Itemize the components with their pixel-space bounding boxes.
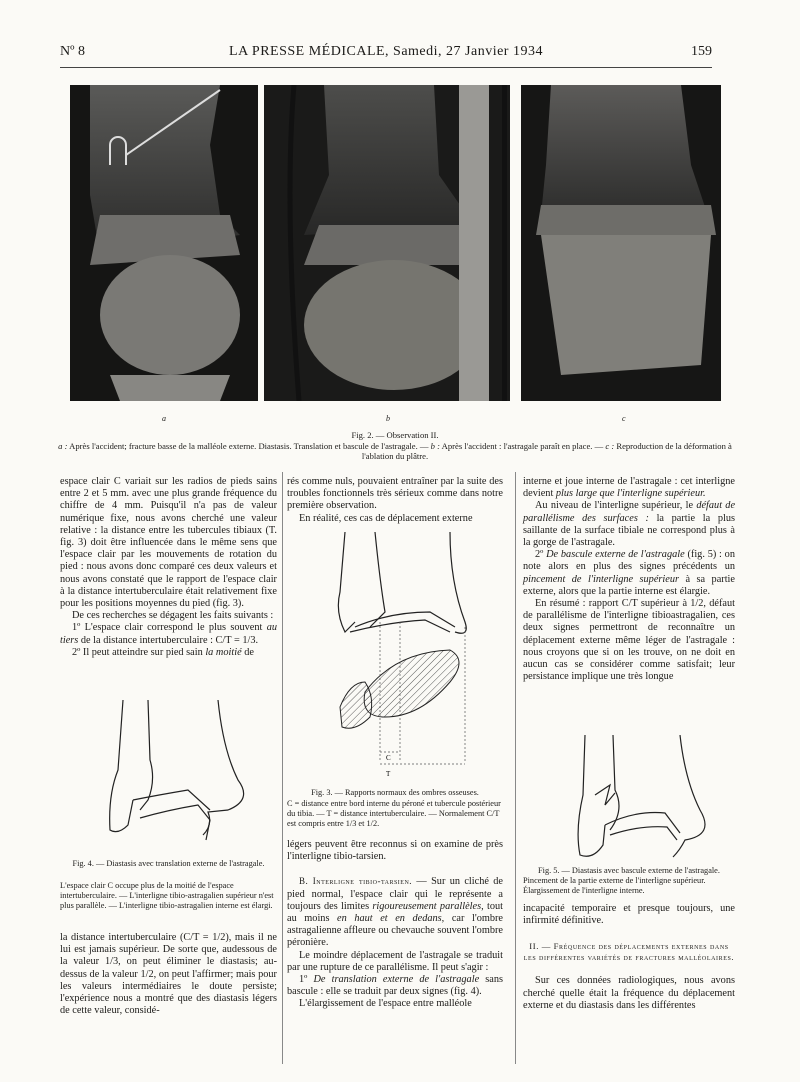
paragraph: L'élargissement de l'espace entre malléole: [299, 998, 472, 1010]
paragraph: En réalité, ces cas de déplacement externe: [299, 512, 473, 524]
paragraph: 1º De translation externe de l'astragale sans bascule : elle se traduit par deux signes (fig. 4).: [287, 974, 503, 998]
figure-4-drawing: [88, 700, 268, 850]
paragraph: 2º De bascule externe de l'astragale (fig. 5) : on note alors en plus des signes précédents un pincement de l'interligne supérieur à sa partie externe, alors que la partie interne est élargie.: [523, 549, 735, 597]
paragraph: incapacité temporaire et presque toujours, une infirmité définitive.: [523, 903, 735, 927]
column-divider: [515, 472, 516, 1064]
figure-3-label-t: T: [386, 770, 391, 778]
column-divider: [282, 472, 283, 1064]
running-header: [60, 44, 712, 64]
xray-image-c: [521, 85, 721, 401]
page-number: 159: [691, 44, 712, 59]
figure-3-title: Fig. 3. — Rapports normaux des ombres osseuses.: [311, 788, 479, 797]
paragraph: En résumé : rapport C/T supérieur à 1/2, défaut de parallélisme de l'interligne tibioastragalien, ces deux signes permettront de reconnaître un déplacement externe même léger de l'astragale : nous croyons que si on les trouve, on ne doit en aucun cas se considérer comme satisfait; leur persistance implique une très longue: [523, 598, 735, 683]
figure-4-title: Fig. 4. — Diastasis avec translation externe de l'astragale.: [72, 859, 265, 868]
paragraph: Au niveau de l'interligne supérieur, le défaut de parallélisme des surfaces : la partie la plus saillante de la surface tibiale ne correspond plus à la gorge de l'astragale.: [523, 500, 736, 549]
figure-2-caption: [50, 430, 740, 462]
column-2-top: [287, 476, 503, 525]
panel-label-a: a: [162, 414, 166, 423]
issue-number: Nº 8: [60, 44, 85, 59]
figure-5-drawing: [555, 735, 730, 860]
paragraph: interne et joue interne de l'astragale : cet interligne devient plus large que l'interligne supérieur.: [523, 476, 735, 500]
xray-image-a: [70, 85, 258, 401]
figure-5-caption: Pincement de la partie externe de l'interligne supérieur. Élargissement de l'interligne interne.: [523, 876, 706, 895]
column-1-top: [60, 476, 277, 659]
panel-label-c: c: [622, 414, 626, 423]
paragraph: rés comme nuls, pouvaient entraîner par la suite des troubles fonctionnels très sérieux comme dans notre première observation.: [287, 476, 503, 512]
paragraph: espace clair C variait sur les radios de pieds sains entre 2 et 5 mm. avec une plus grande fréquence du chiffre de 4 mm. Puisqu'il n'a pas de valeur numérique fixe, nous avons cherché une valeur relative : la distance entre les tubercules tibiaux (T. fig. 3) doit être influencée dans le même sens que l'espace clair par les mouvements de rotation du pied : nous avons donc comparé ces deux valeurs et nous avons constaté que le rapport de l'espace clair à la distance intertuberculaire était relativement fixe pour les positions moyennes du pied (fig. 3).: [60, 476, 277, 610]
paragraph: De ces recherches se dégagent les faits suivants :: [72, 610, 274, 622]
panel-label-b: b: [386, 414, 390, 423]
figure-2-legend: a : Après l'accident; fracture basse de la malléole externe. Diastasis. Translation et bascule de l'astragale. — b : Après l'accident : l'astragale paraît en place. — c : Reproduction de la déformation à l'ablation du plâtre.: [58, 440, 732, 461]
column-1-bottom: [60, 932, 277, 1017]
paragraph: Sur ces données radiologiques, nous avons cherché quelle était la fréquence du déplacement externe et du diastasis dans les différentes: [523, 975, 735, 1011]
journal-title: [60, 44, 712, 60]
issue-date: Samedi, 27 Janvier 1934: [393, 44, 543, 59]
column-3-top: [523, 476, 735, 683]
xray-image-b: [264, 85, 510, 401]
figure-3-caption: C = distance entre bord interne du péroné et tubercule postérieur du tibia. — T = distance intertuberculaire. — Normalement C/T est compris entre 1/3 et 1/2.: [287, 799, 501, 828]
column-2-bottom: [287, 839, 503, 1011]
header-rule: [60, 67, 712, 68]
figure-2-title: Fig. 2. — Observation II.: [351, 430, 439, 440]
paragraph: 2º Il peut atteindre sur pied sain la moitié de: [72, 646, 254, 658]
journal-name: LA PRESSE MÉDICALE,: [229, 44, 390, 59]
figure-3-label-c: C: [386, 754, 391, 762]
paragraph: 1º L'espace clair correspond le plus souvent au tiers de la distance intertuberculaire : C/T = 1/3.: [60, 622, 277, 646]
figure-3-drawing: [300, 532, 490, 780]
column-3-bottom: [523, 903, 735, 1012]
paragraph: légers peuvent être reconnus si on examine de près l'interligne tibio-tarsien.: [287, 839, 503, 863]
paragraph: Le moindre déplacement de l'astragale se traduit par une rupture de ce parallélisme. Il peut s'agir :: [287, 949, 503, 973]
paragraph: B. Interligne tibio-tarsien. — Sur un cliché de pied normal, l'espace clair qui le représente a toujours des limites rigoureusement parallèles, tout au moins en haut et en dedans, car l'ombre astragalienne affleure ou chevauche souvent l'ombre péronière.: [287, 876, 504, 949]
figure-4-caption: L'espace clair C occupe plus de la moitié de l'espace intertuberculaire. — L'interligne tibio-astragalien supérieur n'est plus parallèle. — L'interligne tibio-astragalien interne est élargi.: [60, 881, 274, 910]
paragraph: la distance intertuberculaire (C/T = 1/2), mais il ne lui est jamais supérieur. De sorte que, audessous de la valeur 1/3, on peut éliminer le diastasis; au-dessus de la valeur 1/2, on peut l'affirmer; mais pour les valeurs intermédiaires le doute persiste; l'expérience nous a montré que des diastasis légers de cette valeur, considé-: [60, 932, 277, 1017]
section-heading: II. — Fréquence des déplacements externes dans les différentes variétés de fractures malléolaires.: [523, 941, 735, 963]
figure-5-title: Fig. 5. — Diastasis avec bascule externe de l'astragale.: [538, 866, 720, 875]
